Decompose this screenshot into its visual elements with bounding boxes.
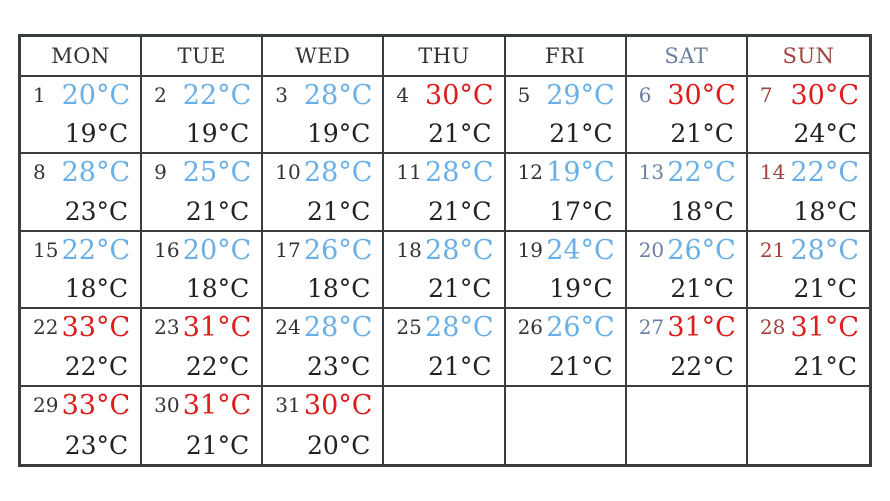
low-temperature: 23°C	[64, 431, 129, 460]
high-temperature: 20°C	[182, 234, 252, 266]
header-thu: THU	[384, 37, 505, 77]
day-number: 9	[154, 160, 167, 185]
day-number: 6	[638, 83, 652, 107]
day-cell	[748, 309, 869, 386]
high-temperature: 28°C	[425, 312, 494, 344]
empty-cell	[506, 387, 627, 464]
low-temperature: 21°C	[549, 119, 613, 149]
high-temperature: 25°C	[182, 157, 252, 189]
high-temperature: 26°C	[667, 234, 736, 266]
empty-cell	[627, 387, 748, 464]
high-temperature: 19°C	[546, 157, 615, 189]
low-temperature: 21°C	[670, 119, 734, 149]
low-temperature: 23°C	[64, 196, 129, 226]
weather-calendar	[18, 34, 872, 467]
low-temperature: 19°C	[64, 119, 129, 149]
high-temperature: 20°C	[61, 80, 131, 111]
day-number: 17	[275, 237, 301, 262]
day-number: 13	[638, 160, 665, 185]
day-cell	[506, 232, 627, 309]
high-temperature: 22°C	[61, 234, 131, 266]
low-temperature: 18°C	[793, 196, 857, 226]
high-temperature: 22°C	[790, 157, 859, 189]
low-temperature: 21°C	[185, 431, 250, 460]
high-temperature: 26°C	[303, 234, 373, 266]
day-cell	[21, 77, 142, 154]
day-cell	[627, 154, 748, 231]
day-cell	[263, 154, 384, 231]
high-temperature: 29°C	[546, 80, 615, 111]
high-temperature: 28°C	[303, 312, 373, 344]
high-temperature: 31°C	[182, 312, 252, 344]
day-number: 27	[638, 315, 665, 340]
header-sun: SUN	[748, 37, 869, 77]
high-temperature: 31°C	[182, 389, 252, 421]
day-number: 19	[517, 237, 544, 262]
high-temperature: 30°C	[667, 80, 736, 111]
day-number: 4	[396, 83, 410, 107]
high-temperature: 31°C	[667, 312, 736, 344]
day-number: 20	[638, 237, 665, 262]
day-cell	[142, 309, 263, 386]
header-tue: TUE	[142, 37, 263, 77]
low-temperature: 22°C	[670, 351, 734, 381]
day-cell	[748, 77, 869, 154]
low-temperature: 21°C	[428, 274, 492, 304]
day-number: 12	[517, 160, 544, 185]
day-cell	[627, 77, 748, 154]
day-cell	[627, 309, 748, 386]
day-cell	[384, 232, 505, 309]
day-number: 3	[275, 83, 289, 107]
high-temperature: 28°C	[425, 234, 494, 266]
day-cell	[263, 232, 384, 309]
day-number: 31	[275, 392, 301, 417]
high-temperature: 22°C	[667, 157, 736, 189]
high-temperature: 28°C	[303, 80, 373, 111]
day-number: 11	[396, 160, 422, 185]
low-temperature: 22°C	[185, 351, 250, 381]
high-temperature: 28°C	[425, 157, 494, 189]
low-temperature: 17°C	[549, 196, 613, 226]
high-temperature: 30°C	[425, 80, 494, 111]
day-number: 22	[33, 315, 59, 340]
high-temperature: 33°C	[61, 312, 131, 344]
day-cell	[384, 154, 505, 231]
low-temperature: 21°C	[428, 351, 492, 381]
low-temperature: 21°C	[428, 196, 492, 226]
day-cell	[21, 232, 142, 309]
low-temperature: 19°C	[306, 119, 371, 149]
high-temperature: 24°C	[546, 234, 615, 266]
empty-cell	[748, 387, 869, 464]
day-number: 25	[396, 315, 422, 340]
low-temperature: 18°C	[64, 274, 129, 304]
low-temperature: 20°C	[306, 431, 371, 460]
day-cell	[748, 154, 869, 231]
day-cell	[384, 77, 505, 154]
day-number: 16	[154, 237, 180, 262]
day-cell	[21, 309, 142, 386]
low-temperature: 21°C	[306, 196, 371, 226]
day-number: 28	[759, 315, 786, 340]
day-cell	[506, 77, 627, 154]
day-number: 21	[759, 237, 786, 262]
empty-cell	[384, 387, 505, 464]
day-cell	[142, 154, 263, 231]
day-cell	[506, 309, 627, 386]
day-number: 26	[517, 315, 544, 340]
day-cell	[748, 232, 869, 309]
high-temperature: 30°C	[303, 389, 373, 421]
day-cell	[263, 387, 384, 464]
day-cell	[142, 77, 263, 154]
high-temperature: 28°C	[790, 234, 859, 266]
day-number: 1	[33, 83, 46, 107]
high-temperature: 31°C	[790, 312, 859, 344]
day-cell	[142, 232, 263, 309]
day-number: 29	[33, 392, 59, 417]
low-temperature: 18°C	[185, 274, 250, 304]
header-fri: FRI	[506, 37, 627, 77]
day-number: 2	[154, 83, 167, 107]
low-temperature: 19°C	[185, 119, 250, 149]
low-temperature: 21°C	[428, 119, 492, 149]
day-cell	[21, 154, 142, 231]
low-temperature: 18°C	[306, 274, 371, 304]
day-number: 14	[759, 160, 786, 185]
low-temperature: 18°C	[670, 196, 734, 226]
day-cell	[142, 387, 263, 464]
high-temperature: 30°C	[790, 80, 859, 111]
high-temperature: 26°C	[546, 312, 615, 344]
low-temperature: 22°C	[64, 351, 129, 381]
header-wed: WED	[263, 37, 384, 77]
day-number: 30	[154, 392, 180, 417]
header-sat: SAT	[627, 37, 748, 77]
day-cell	[506, 154, 627, 231]
header-mon: MON	[21, 37, 142, 77]
low-temperature: 21°C	[670, 274, 734, 304]
high-temperature: 33°C	[61, 389, 131, 421]
day-number: 8	[33, 160, 46, 185]
day-cell	[263, 309, 384, 386]
low-temperature: 24°C	[793, 119, 857, 149]
day-cell	[627, 232, 748, 309]
day-cell	[263, 77, 384, 154]
day-cell	[384, 309, 505, 386]
day-number: 24	[275, 315, 301, 340]
day-cell	[21, 387, 142, 464]
low-temperature: 21°C	[549, 351, 613, 381]
day-number: 10	[275, 160, 301, 185]
low-temperature: 21°C	[793, 351, 857, 381]
low-temperature: 21°C	[185, 196, 250, 226]
high-temperature: 28°C	[61, 157, 131, 189]
high-temperature: 22°C	[182, 80, 252, 111]
day-number: 5	[517, 83, 531, 107]
low-temperature: 21°C	[793, 274, 857, 304]
day-number: 23	[154, 315, 180, 340]
low-temperature: 23°C	[306, 351, 371, 381]
day-number: 7	[759, 83, 773, 107]
day-number: 18	[396, 237, 422, 262]
high-temperature: 28°C	[303, 157, 373, 189]
low-temperature: 19°C	[549, 274, 613, 304]
day-number: 15	[33, 237, 59, 262]
